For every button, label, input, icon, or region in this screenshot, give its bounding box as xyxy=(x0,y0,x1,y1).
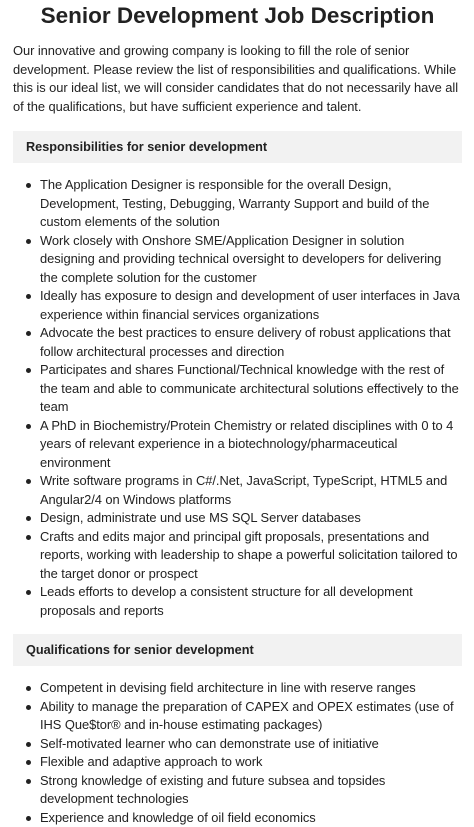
responsibilities-heading: Responsibilities for senior development xyxy=(13,131,462,163)
list-item-text: Design, administrate und use MS SQL Server databases xyxy=(40,510,361,525)
bullet-icon xyxy=(26,368,31,373)
list-item xyxy=(13,232,462,288)
list-item xyxy=(13,287,462,324)
list-item xyxy=(13,472,462,509)
list-item-text: Participates and shares Functional/Technical knowledge with the rest of the team and able to communicate architectural solutions effectively to the team xyxy=(40,362,459,414)
list-item-text: The Application Designer is responsible for the overall Design, Development, Testing, Debugging, Warranty Support and build of the custom elements of the solution xyxy=(40,177,429,229)
list-item xyxy=(13,324,462,361)
list-item xyxy=(13,509,462,528)
bullet-icon xyxy=(26,239,31,244)
bullet-icon xyxy=(26,779,31,784)
list-item-text: Leads efforts to develop a consistent structure for all development proposals and reports xyxy=(40,584,413,618)
list-item-text: Strong knowledge of existing and future subsea and topsides development technologies xyxy=(40,773,385,807)
bullet-icon xyxy=(26,294,31,299)
bullet-icon xyxy=(26,816,31,821)
list-item xyxy=(13,528,462,584)
list-item xyxy=(13,809,462,827)
list-item xyxy=(13,772,462,809)
qualifications-heading: Qualifications for senior development xyxy=(13,634,462,666)
list-item xyxy=(13,753,462,772)
bullet-icon xyxy=(26,590,31,595)
list-item-text: Advocate the best practices to ensure delivery of robust applications that follow architectural processes and direction xyxy=(40,325,450,359)
bullet-icon xyxy=(26,686,31,691)
bullet-icon xyxy=(26,183,31,188)
bullet-icon xyxy=(26,479,31,484)
list-item xyxy=(13,583,462,620)
list-item-text: Write software programs in C#/.Net, JavaScript, TypeScript, HTML5 and Angular2/4 on Windows platforms xyxy=(40,473,447,507)
list-item-text: Work closely with Onshore SME/Application Designer in solution designing and providing technical oversight to developers for delivering the complete solution for the customer xyxy=(40,233,441,285)
intro-paragraph: Our innovative and growing company is looking to fill the role of senior development. Please review the list of responsibilities and qualifications. While this is our ideal list, we will consider candidates that do not necessarily have all of the qualifications, but have sufficient experience and talent. xyxy=(13,42,462,116)
list-item-text: Ideally has exposure to design and development of user interfaces in Java experience within financial services organizations xyxy=(40,288,460,322)
bullet-icon xyxy=(26,331,31,336)
list-item xyxy=(13,735,462,754)
list-item-text: A PhD in Biochemistry/Protein Chemistry or related disciplines with 0 to 4 years of relevant experience in a biotechnology/pharmaceutical environment xyxy=(40,418,453,470)
list-item-text: Flexible and adaptive approach to work xyxy=(40,754,262,769)
bullet-icon xyxy=(26,705,31,710)
bullet-icon xyxy=(26,760,31,765)
list-item-text: Ability to manage the preparation of CAPEX and OPEX estimates (use of IHS Que$tor® and in-house estimating packages) xyxy=(40,699,454,733)
list-item-text: Crafts and edits major and principal gift proposals, presentations and reports, working with leadership to shape a powerful solicitation tailored to the target donor or prospect xyxy=(40,529,457,581)
list-item xyxy=(13,176,462,232)
list-item xyxy=(13,698,462,735)
list-item xyxy=(13,679,462,698)
list-item-text: Competent in devising field architecture in line with reserve ranges xyxy=(40,680,416,695)
list-item xyxy=(13,417,462,473)
list-item xyxy=(13,361,462,417)
list-item-text: Self-motivated learner who can demonstrate use of initiative xyxy=(40,736,379,751)
bullet-icon xyxy=(26,535,31,540)
responsibilities-list xyxy=(13,176,462,620)
list-item-text: Experience and knowledge of oil field economics xyxy=(40,810,316,825)
page-title: Senior Development Job Description xyxy=(13,0,462,35)
bullet-icon xyxy=(26,742,31,747)
qualifications-list xyxy=(13,679,462,827)
bullet-icon xyxy=(26,424,31,429)
bullet-icon xyxy=(26,516,31,521)
